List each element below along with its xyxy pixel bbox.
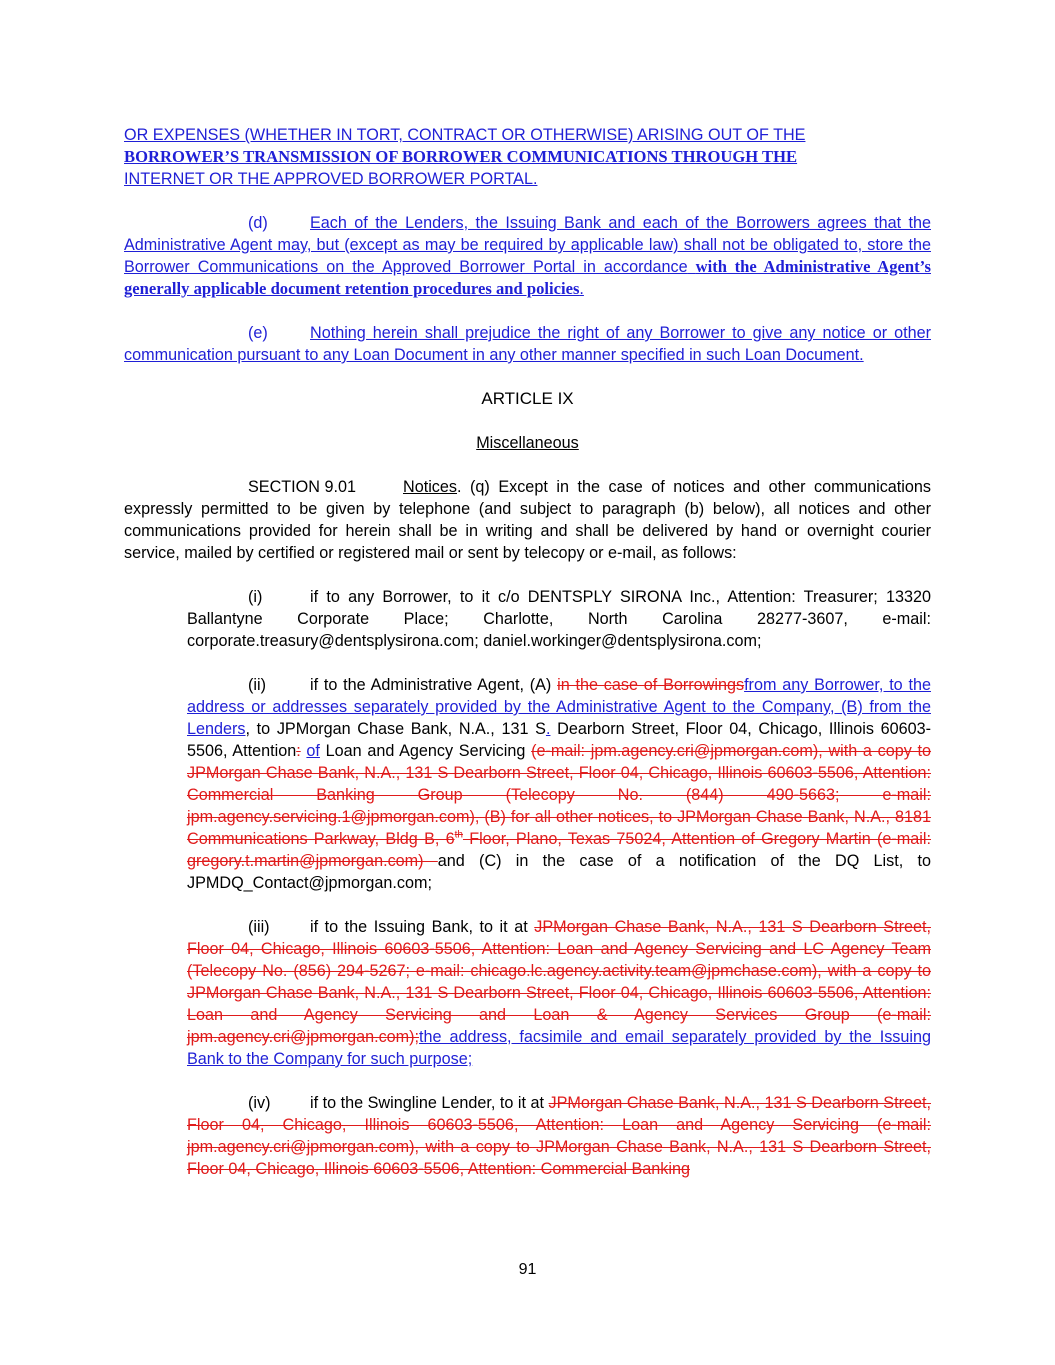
item-iii-number: (iii) [248,918,270,936]
section-heading: Notices [403,478,457,496]
item-ii-text-3: Dearborn Street, Floor 04, Chicago, Illinois 60603-5506, Attention [187,720,931,760]
article-subtitle [124,432,931,454]
item-iv-text-1: if to the Swingline Lender, to it at [310,1094,549,1112]
item-ii-insertion-2: . [545,720,551,738]
item-ii-text-6: and (C) in the case of a notification of the DQ List, to JPMDQ_Contact@jpmorgan.com; [187,852,931,892]
item-iv [124,1092,931,1180]
item-iii-deletion-1: JPMorgan Chase Bank, N.A., 131 S Dearborn Street, Floor 04, Chicago, Illinois 60603-5506, Attention: Loan and Agency Servicing and LC Agency Team (Telecopy No. (856) 294-5267; e-mail: chicago.lc.agency.activity.team@jpmchase.com), with a copy to JPMorgan Chase Bank, N.A., 131 S Dearborn Street, Floor 04, Chicago, Illinois 60603-5506, Attention: Loan and Agency Servicing and Loan & Agency Services Group (e-mail: jpm.agency.cri@jpmorgan.com); [187,918,931,1046]
paragraph-e-number: (e) [248,324,268,342]
paragraph-d-end: . [579,280,584,298]
item-i [124,586,931,652]
item-ii [124,674,931,894]
continuation-line-3: INTERNET OR THE APPROVED BORROWER PORTAL. [124,170,538,188]
section-label: SECTION 9.01 [248,478,356,496]
item-ii-deletion-4: Floor, Plano, Texas 75024, Attention of Gregory Martin (e-mail: gregory.t.martin@jpmorgan.com) [187,830,931,870]
article-subtitle-text: Miscellaneous [476,434,579,452]
item-ii-insertion-1: from any Borrower, to the address or addresses separately provided by the Administrative Agent to the Company, (B) from the Lenders [187,676,931,738]
item-i-text: if to any Borrower, to it c/o DENTSPLY SIRONA Inc., Attention: Treasurer; 13320 Ballantyne Corporate Place; Charlotte, North Carolina 28277-3607, e-mail: corporate.treasury@dentsplysirona.com; daniel.workinger@dentsplysirona.com; [187,588,931,650]
item-iii [124,916,931,1070]
paragraph-d-number: (d) [248,214,268,232]
page-number: 91 [518,1261,537,1278]
paragraph-continuation [124,124,931,190]
paragraph-e-text: Nothing herein shall prejudice the right of any Borrower to give any notice or other communication pursuant to any Loan Document in any other manner specified in such Loan Document. [124,324,931,364]
section-text: . (q) Except in the case of notices and other communications expressly permitted to be given by telephone (and subject to paragraph (b) below), all notices and other communications provided for herein shall be in writing and shall be delivered by hand or overnight courier service, mailed by certified or registered mail or sent by telecopy or e-mail, as follows: [124,478,931,562]
item-iii-text-1: if to the Issuing Bank, to it at [310,918,535,936]
item-iv-deletion-1: JPMorgan Chase Bank, N.A., 131 S Dearborn Street, Floor 04, Chicago, Illinois 60603-5506, Attention: Loan and Agency Servicing (e-mail: jpm.agency.cri@jpmorgan.com), with a copy to JPMorgan Chase Bank, N.A., 131 S Dearborn Street, Floor 04, Chicago, Illinois 60603-5506, Attention: Commercial Banking [187,1094,931,1178]
item-ii-text-5: Loan and Agency Servicing [319,742,532,760]
item-ii-deletion-2: : [296,742,301,760]
item-ii-deletion-1: in the case of Borrowings [557,676,745,694]
item-ii-insertion-3: of [306,742,320,760]
item-iv-number: (iv) [248,1094,271,1112]
item-ii-number: (ii) [248,676,266,694]
article-title: ARTICLE IX [481,389,574,408]
paragraph-d-bold-text: with the Administrative Agent’s generally applicable document retention procedures and policies [124,257,931,298]
section-9-01 [124,476,931,564]
item-ii-text-2: , to JPMorgan Chase Bank, N.A., 131 S [245,720,546,738]
paragraph-e [124,322,931,366]
paragraph-d [124,212,931,300]
item-ii-deletion-superscript: th [454,829,463,841]
continuation-line-1: OR EXPENSES (WHETHER IN TORT, CONTRACT OR OTHERWISE) ARISING OUT OF THE [124,126,806,144]
document-page [124,124,931,1180]
item-iii-insertion-1: the address, facsimile and email separately provided by the Issuing Bank to the Company for such purpose; [187,1028,931,1068]
paragraph-d-text: Each of the Lenders, the Issuing Bank and each of the Borrowers agrees that the Administrative Agent may, but (except as may be required by applicable law) shall not be obligated to, store the Borrower Communications on the Approved Borrower Portal in accordance [124,214,931,276]
item-ii-text-1: if to the Administrative Agent, (A) [310,676,558,694]
item-ii-deletion-3: (e-mail: jpm.agency.cri@jpmorgan.com), with a copy to JPMorgan Chase Bank, N.A., 131 S Dearborn Street, Floor 04, Chicago, Illinois 60603-5506, Attention: Commercial Banking Group (Telecopy No. (844) 490-5663; e-mail: jpm.agency.servicing.1@jpmorgan.com), (B) for all other notices, to JPMorgan Chase Bank, N.A., 8181 Communications Parkway, Bldg B, 6 [187,742,932,848]
item-i-number: (i) [248,588,263,606]
continuation-line-2: BORROWER’S TRANSMISSION OF BORROWER COMMUNICATIONS THROUGH THE [124,147,798,166]
